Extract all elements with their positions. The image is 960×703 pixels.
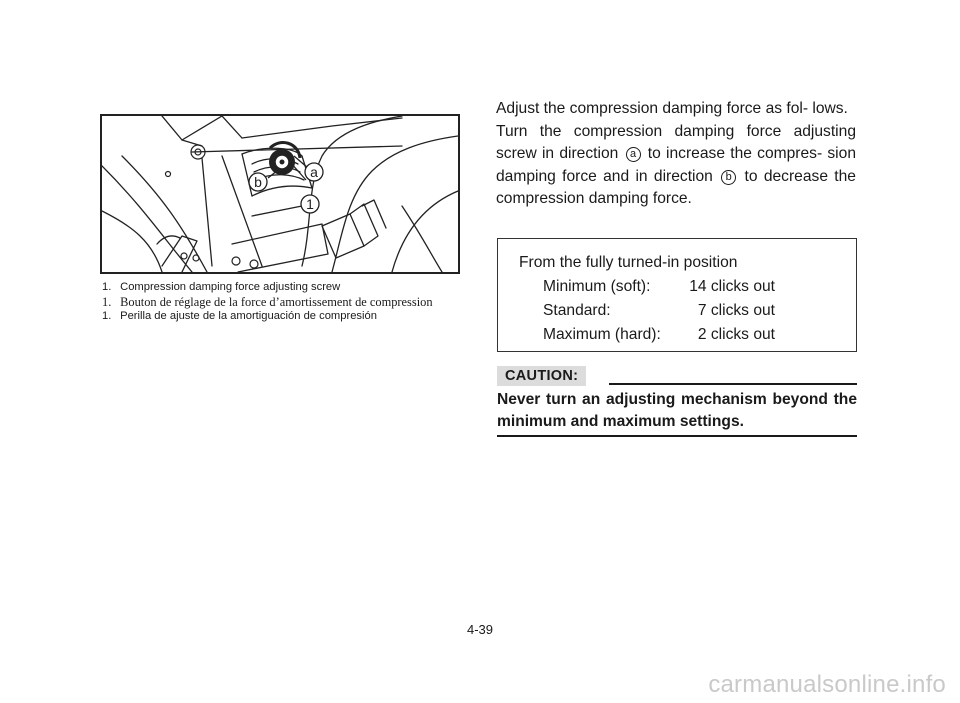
caption-number: 1. [102, 281, 112, 293]
page-number: 4-39 [466, 622, 494, 637]
callout-1-label: 1 [306, 196, 314, 212]
direction-b-marker: b [721, 170, 736, 185]
spec-label: Minimum (soft): [543, 278, 651, 295]
spec-title: From the fully turned-in position [519, 254, 738, 271]
spec-value: 2 clicks out [697, 326, 775, 343]
caution-label: CAUTION: [497, 366, 586, 386]
spec-value: 7 clicks out [697, 302, 775, 319]
caution-text: Never turn an adjusting mechanism beyond the minimum and maximum settings. [497, 391, 857, 430]
figure-captions [102, 280, 472, 324]
caption-english [102, 280, 472, 295]
direction-a-marker: a [626, 147, 641, 162]
caption-text: Compression damping force adjusting screw [120, 281, 341, 293]
instruction-text: Turn the compression damping force adjusting screw in direction [496, 122, 856, 162]
instruction-steps [496, 121, 856, 211]
caption-number: 1. [102, 294, 112, 309]
callout-b-label: b [254, 174, 262, 190]
instruction-intro: Adjust the compression damping force as fol- lows. [496, 100, 848, 117]
spec-row [543, 302, 775, 320]
suspension-illustration [100, 114, 460, 274]
caption-spanish [102, 309, 472, 324]
spec-label: Maximum (hard): [543, 326, 661, 343]
spec-row [543, 326, 775, 344]
instruction-text: to increase the compres- sion damping force and in direction [496, 145, 856, 185]
spec-row [543, 278, 775, 296]
caution-header [497, 366, 857, 388]
rear-shock-drawing [102, 116, 458, 272]
caution-bottom-rule [497, 435, 857, 437]
caption-french [102, 295, 472, 310]
specification-box [497, 238, 857, 352]
caption-text: Perilla de ajuste de la amortiguación de compresión [120, 310, 377, 322]
caption-number: 1. [102, 310, 112, 322]
spec-value: 14 clicks out [689, 278, 775, 295]
instructions [496, 98, 856, 211]
caution-rule [609, 383, 857, 385]
caption-text: Bouton de réglage de la force d’amortissement de compression [120, 294, 433, 309]
callout-a-label: a [310, 164, 318, 180]
instruction-text: to decrease the compression damping force. [496, 167, 856, 207]
spec-label: Standard: [543, 302, 611, 319]
watermark: carmanualsonline.info [708, 671, 946, 698]
